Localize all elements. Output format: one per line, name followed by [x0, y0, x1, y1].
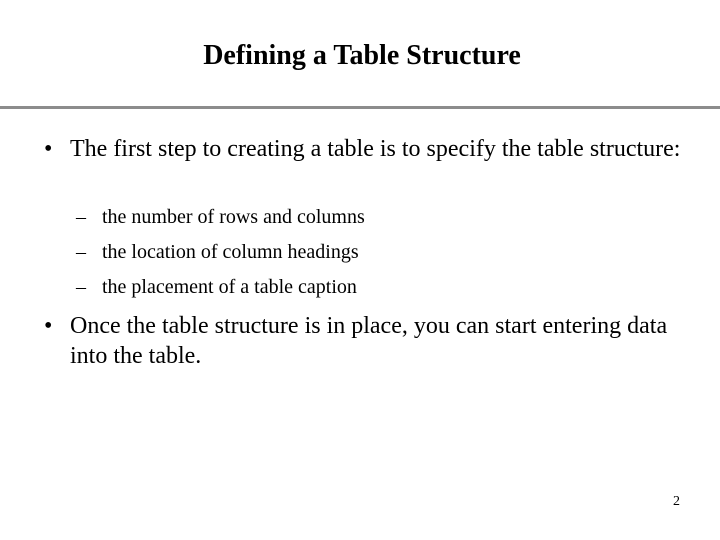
bullet-marker: • [44, 313, 53, 339]
bullet-text: Once the table structure is in place, you can start entering data into the table. [70, 313, 668, 369]
bullet-item [44, 311, 684, 371]
sub-bullet-text: the placement of a table caption [102, 276, 357, 298]
bullet-text: The first step to creating a table is to specify the table structure: [70, 136, 681, 162]
page-number: 2 [673, 494, 680, 509]
sub-bullet-text: the location of column headings [102, 241, 359, 263]
title-divider [0, 106, 720, 109]
sub-bullet-text: the number of rows and columns [102, 206, 365, 228]
sub-bullet-item [76, 205, 676, 229]
bullet-marker: • [44, 136, 53, 162]
sub-bullet-item [76, 275, 676, 299]
sub-bullet-marker: – [76, 241, 86, 263]
sub-bullet-marker: – [76, 276, 86, 298]
slide-title: Defining a Table Structure [203, 40, 521, 71]
sub-bullet-marker: – [76, 206, 86, 228]
sub-bullet-item [76, 240, 676, 264]
bullet-item [44, 134, 684, 164]
